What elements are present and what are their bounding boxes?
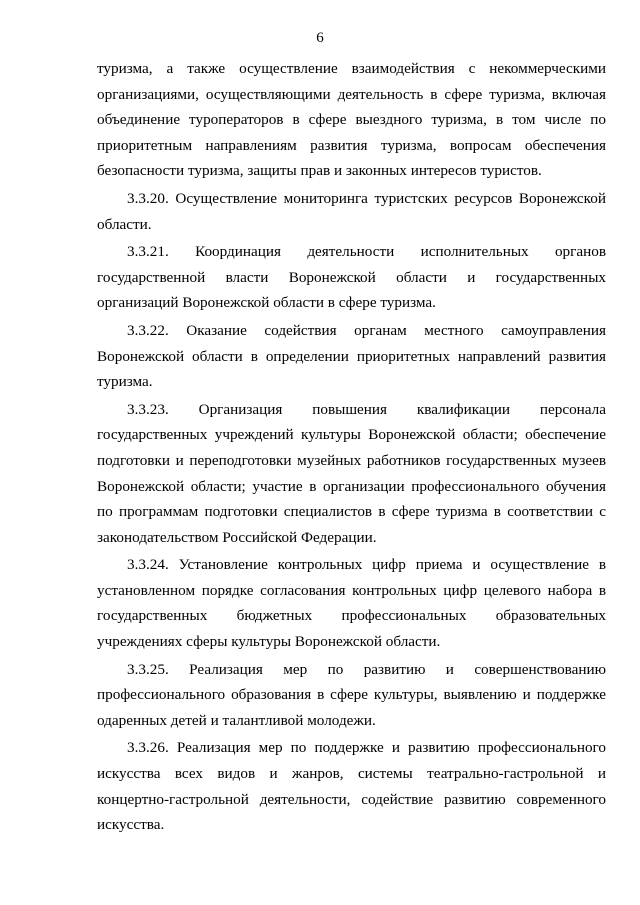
paragraph-3-3-25: 3.3.25. Реализация мер по развитию и совершенствованию профессионального образования в сфере культуры, выявлению и поддержке одаренных детей и талантливой молодежи. [97, 660, 606, 729]
page-number: 6 [316, 30, 324, 46]
paragraph-continuation: туризма, а также осуществление взаимодействия с некоммерческими организациями, осуществляющими деятельность в сфере туризма, включая объединение туроператоров в сфере выездного туризма, в том числе по приоритетным направлениям развития туризма, вопросам обеспечения безопасности туризма, защиты прав и законных интересов туристов. [97, 60, 606, 180]
document-body [97, 56, 606, 838]
paragraph-3-3-26: 3.3.26. Реализация мер по поддержке и развитию профессионального искусства всех видов и жанров, системы театрально-гастрольной и концертно-гастрольной деятельности, содействие развитию современного искусства. [97, 739, 606, 834]
paragraph-3-3-20: 3.3.20. Осуществление мониторинга туристских ресурсов Воронежской области. [97, 189, 606, 233]
paragraph-3-3-24: 3.3.24. Установление контрольных цифр приема и осуществление в установленном порядке согласования контрольных цифр целевого набора в государственных бюджетных профессиональных образовательных учреждениях сферы культуры Воронежской области. [97, 556, 606, 651]
paragraph-3-3-21: 3.3.21. Координация деятельности исполнительных органов государственной власти Воронежской области и государственных организаций Воронежской области в сфере туризма. [97, 243, 606, 312]
paragraph-3-3-23: 3.3.23. Организация повышения квалификации персонала государственных учреждений культуры Воронежской области; обеспечение подготовки и переподготовки музейных работников государственных музеев Воронежской области; участие в организации профессионального обучения по программам подготовки специалистов в сфере туризма в соответствии с законодательством Российской Федерации. [97, 400, 606, 546]
paragraph-3-3-22: 3.3.22. Оказание содействия органам местного самоуправления Воронежской области в определении приоритетных направлений развития туризма. [97, 321, 606, 391]
